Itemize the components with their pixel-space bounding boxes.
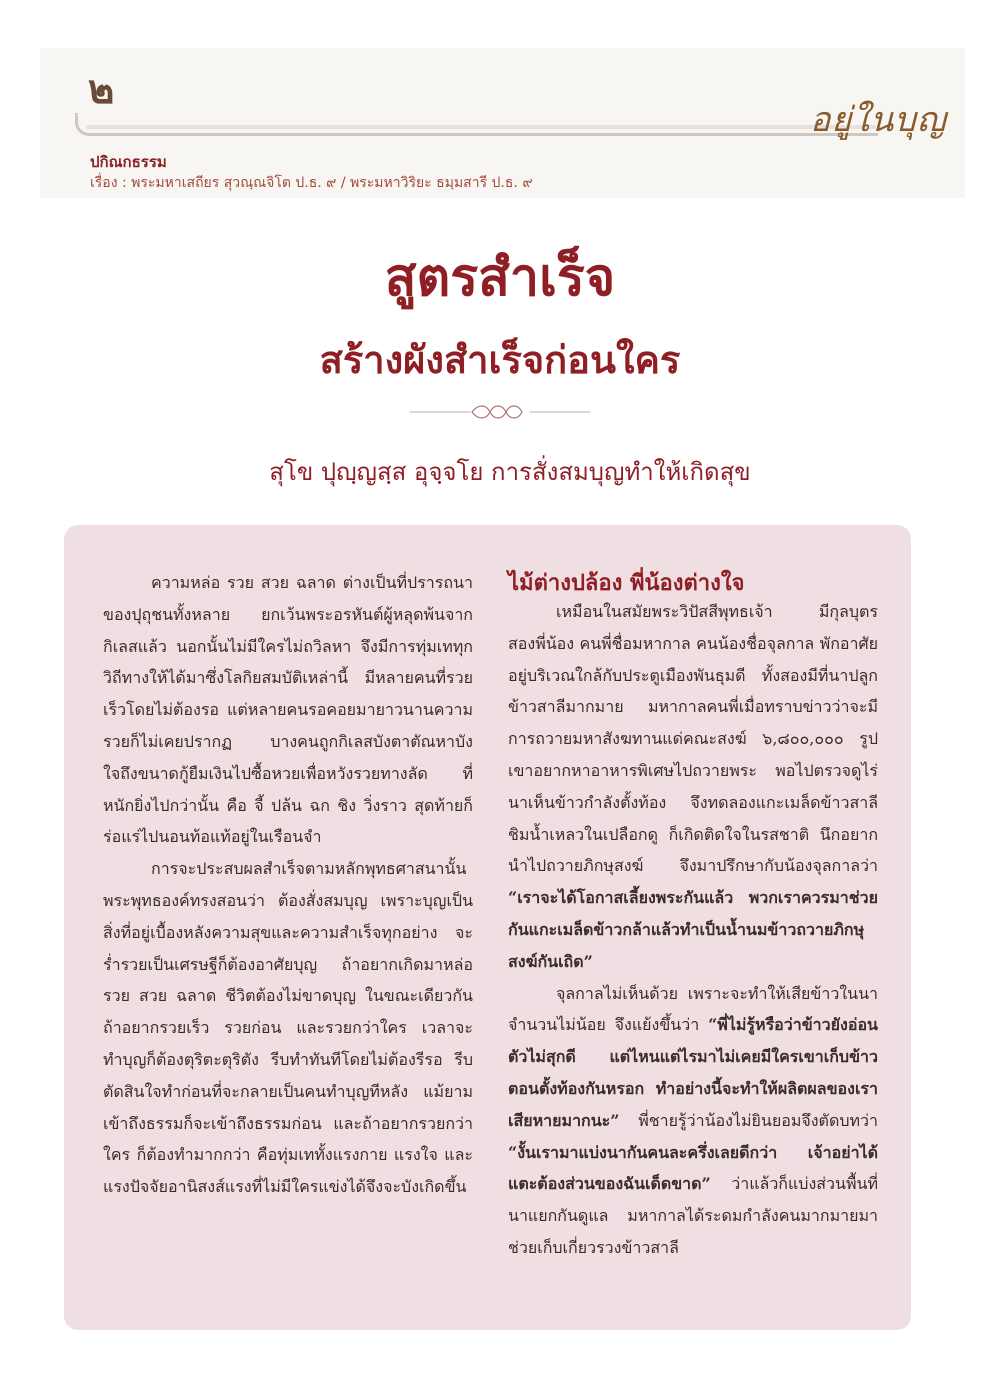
paragraph-3-text: เหมือนในสมัยพระวิปัสสีพุทธเจ้า มีกุลบุตรสองพี่น้อง คนพี่ชื่อมหากาล คนน้องชื่อจุลกาล พักอาศัยอยู่บริเวณใกล้กับประตูเมืองพันธุมดี ทั้งสองมีที่นาปลูกข้าวสาลีมากมาย มหากาลคนพี่เมื่อทราบข่าวว่าจะมีการถวายมหาสังฆทานแด่คณะสงฆ์ ๖,๘๐๐,๐๐๐ รูป เขาอยากหาอาหารพิเศษไปถวายพระ พอไปตรวจดูไร่นาเห็นข้าวกำลังตั้งท้อง จึงทดลองแกะเมล็ดข้าวสาลีชิมน้ำเหลวในเปลือกดู ก็เกิดติดใจในรสชาติ นึกอยากนำไปถวายภิกษุสงฆ์ จึงมาปรึกษากับน้องจุลกาลว่า [508,602,878,876]
article-subtitle: สร้างผังสำเร็จก่อนใคร [319,338,681,382]
section-name: ปกิณกธรรม [90,153,167,171]
paragraph-4-text-a: จุลกาลไม่เห็นด้วย เพราะจะทำให้เสียข้าวในนาจำนวนไม่น้อย จึงแย้งขึ้นว่า [508,983,878,1035]
section-heading: ไม้ต่างปล้อง พี่น้องต่างใจ [508,571,745,596]
quote-2: “พี่ไม่รู้หรือว่าข้าวยังอ่อนตัวไม่สุกดี แต่ไหนแต่ไรมาไม่เคยมีใครเขาเก็บข้าวตอนตั้งท้องกันหรอก ทำอย่างนี้จะทำให้ผลิตผลของเราเสียหายมากนะ” [508,1015,878,1130]
paragraph-4 [508,978,878,1264]
article-title: สูตรสำเร็จ [384,248,616,308]
page-number: ๒ [88,67,115,113]
quote-3: “งั้นเรามาแบ่งนากันคนละครึ่งเลยดีกว่า เจ้าอย่าได้แตะต้องส่วนของฉันเด็ดขาด” [508,1142,878,1194]
quote-1: “เราจะได้โอกาสเลี้ยงพระกันแล้ว พวกเราควรมาช่วยกันแกะเมล็ดข้าวกล้าแล้วทำเป็นน้ำนมข้าวถวายภิกษุสงฆ์กันเถิด” [508,888,878,971]
byline: เรื่อง : พระมหาเสถียร สุวณฺณจิโต ป.ธ. ๙ / พระมหาวิริยะ ธมฺมสารี ป.ธ. ๙ [90,175,533,191]
right-column [508,596,878,1264]
paragraph-2: การจะประสบผลสำเร็จตามหลักพุทธศาสนานั้น พระพุทธองค์ทรงสอนว่า ต้องสั่งสมบุญ เพราะบุญเป็นสิ่งที่อยู่เบื้องหลังความสุขและความสำเร็จทุกอย่าง จะร่ำรวยเป็นเศรษฐีก็ต้องอาศัยบุญ ถ้าอยากเกิดมาหล่อ รวย สวย ฉลาด ชีวิตต้องไม่ขาดบุญ ในขณะเดียวกัน ถ้าอยากรวยเร็ว รวยก่อน และรวยกว่าใคร เวลาจะทำบุญก็ต้องตุริตะตุริตัง รีบทำทันทีโดยไม่ต้องรีรอ รีบตัดสินใจทำก่อนที่จะกลายเป็นคนทำบุญทีหลัง แม้ยามเข้าถึงธรรมก็จะเข้าถึงธรรมก่อน และถ้าอยากรวยกว่าใคร ก็ต้องทำมากกว่า คือทุ่มเททั้งแรงกาย แรงใจ และแรงปัจจัยอานิสงส์แรงที่ไม่มีใครแข่งได้จึงจะบังเกิดขึ้น [103,859,473,1197]
header-rule-inner [86,125,876,129]
paragraph-4-text-b: พี่ชายรู้ว่าน้องไม่ยินยอมจึงตัดบทว่า [638,1110,878,1130]
paragraph-3 [508,596,878,978]
paragraph-4-text-c: ว่าแล้วก็แบ่งส่วนพื้นที่นาแยกกันดูแล มหากาลได้ระดมกำลังคนมากมายมาช่วยเก็บเกี่ยวรวงข้าวสาลี [508,1174,878,1257]
paragraph-1: ความหล่อ รวย สวย ฉลาด ต่างเป็นที่ปรารถนาของปุถุชนทั้งหลาย ยกเว้นพระอรหันต์ผู้หลุดพ้นจากกิเลสแล้ว นอกนั้นไม่มีใครไม่ถวิลหา จึงมีการทุ่มเททุกวิถีทางให้ได้มาซึ่งโลกิยสมบัติเหล่านี้ มีหลายคนที่รวยเร็วโดยไม่ต้องรอ แต่หลายคนรอคอยมายาวนานความรวยก็ไม่เคยปรากฏ บางคนถูกกิเลสบังตาตัณหาบังใจถึงขนาดกู้ยืมเงินไปซื้อหวยเพื่อหวังรวยทางลัด ที่หนักยิ่งไปกว่านั้น คือ จี้ ปล้น ฉก ชิง วิ่งราว สุดท้ายก็ร่อแร่ไปนอนท้อแท้อยู่ในเรือนจำ [103,573,473,847]
left-column [103,567,473,1203]
magazine-logo: อยู่ในบุญ [810,100,947,140]
divider-ornament-icon [410,402,590,422]
article-motto: สุโข ปุญฺญสฺส อุจฺจโย การสั่งสมบุญทำให้เกิดสุข [269,458,751,486]
